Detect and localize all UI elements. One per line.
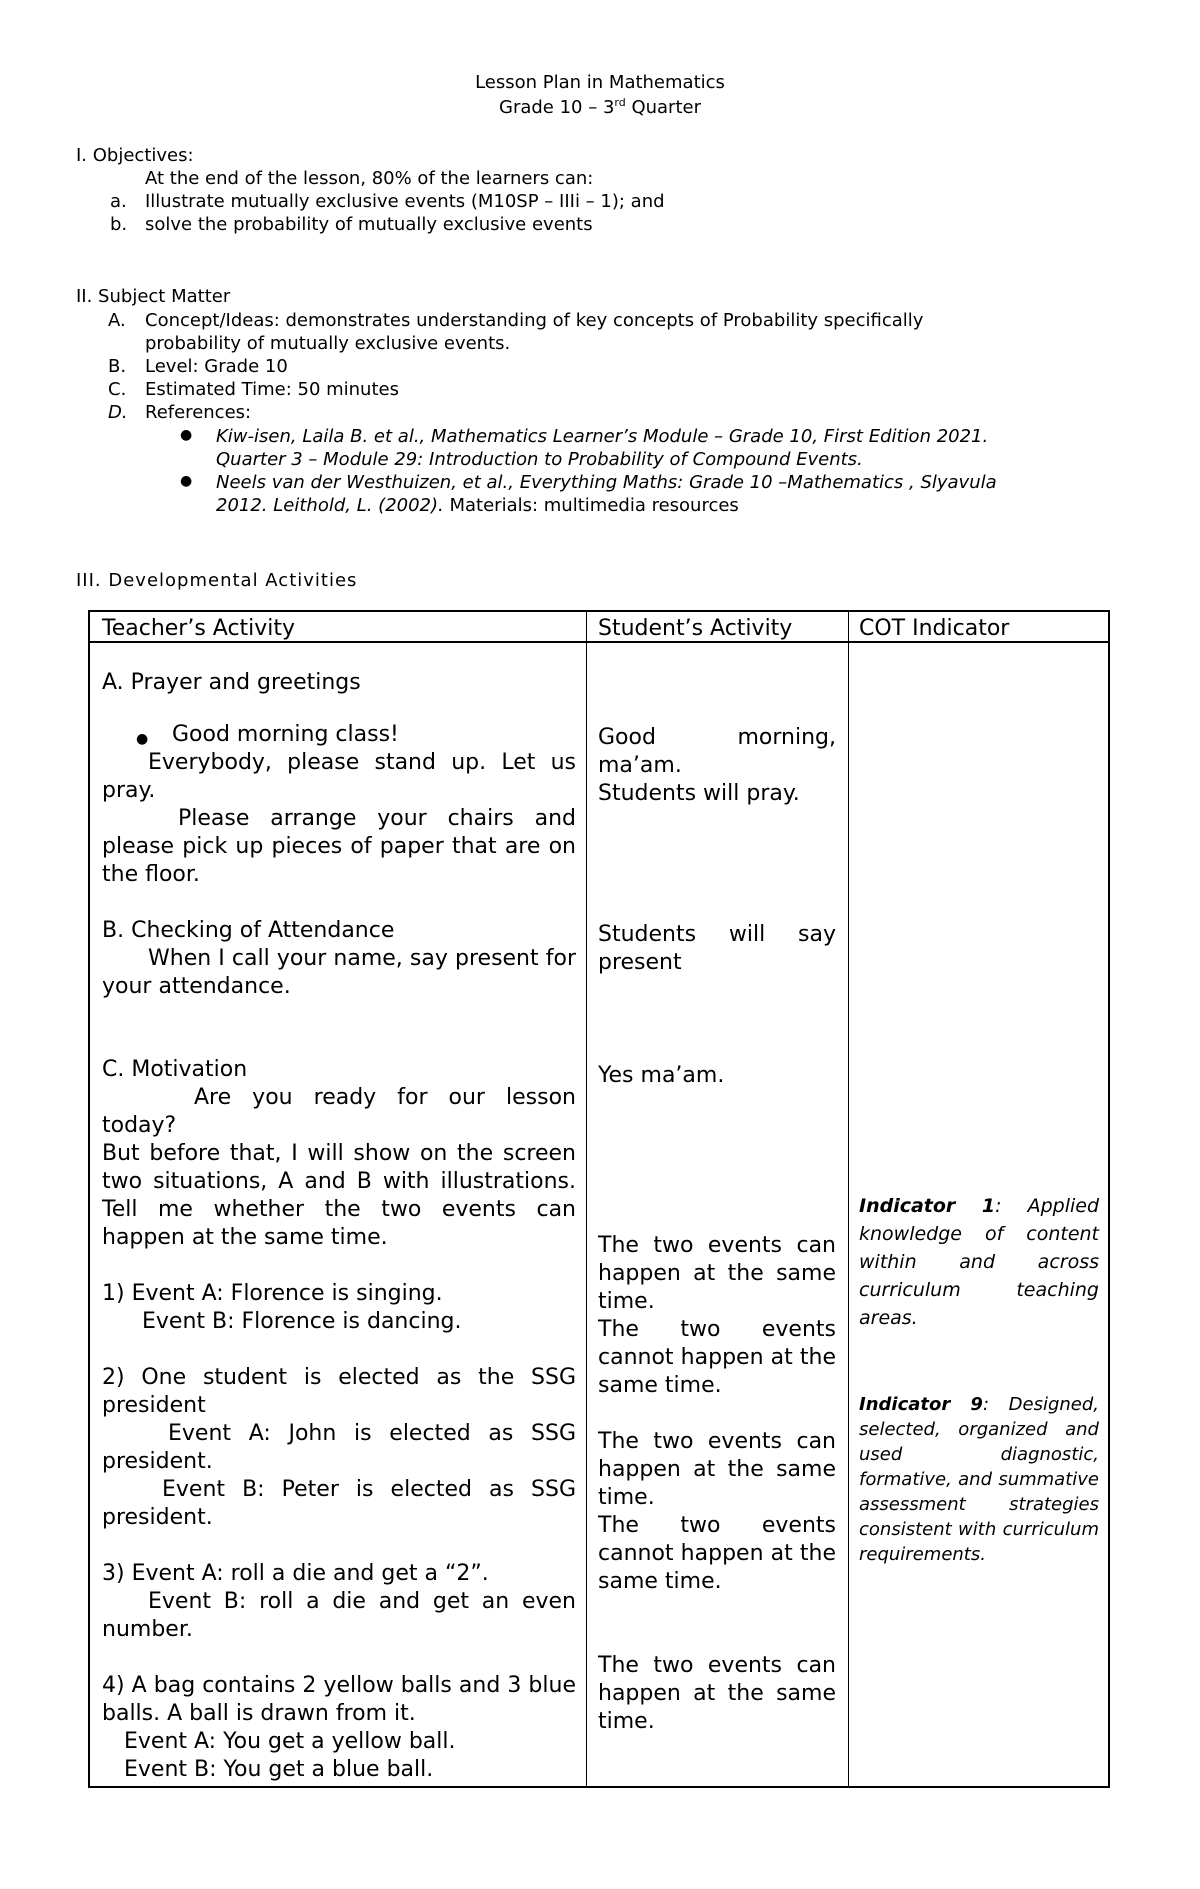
objective-marker-b: b.: [110, 214, 128, 235]
situation-3-event-a: 3) Event A: roll a die and get a “2”.: [102, 1561, 489, 1586]
subject-item-b: Level: Grade 10: [145, 356, 288, 377]
subject-marker-b: B.: [108, 356, 127, 377]
cot-indicator-1: Indicator 1: Applied knowledge of content within and across curriculum teaching areas.: [859, 1195, 1099, 1329]
student-answer-1: The two events can happen at the same time.: [598, 1233, 836, 1314]
objective-item-a: Illustrate mutually exclusive events (M10SP – IIIi – 1); and: [145, 191, 665, 212]
reference-2-line1: Neels van der Westhuizen, et al., Everything Maths: Grade 10 –Mathematics , Slyavula: [216, 472, 997, 493]
teacher-greeting: Good morning class!: [172, 722, 399, 747]
student-answer-3: The two events can happen at the same time.: [598, 1429, 836, 1510]
situation-1-event-b: Event B: Florence is dancing.: [142, 1309, 462, 1334]
situation-2-intro: 2) One student is elected as the SSG president: [102, 1365, 576, 1418]
student-answer-2: The two events cannot happen at the same time.: [598, 1317, 836, 1398]
document-title: Lesson Plan in Mathematics: [475, 72, 725, 93]
objectives-intro: At the end of the lesson, 80% of the learners can:: [145, 168, 594, 189]
activities-table: [88, 610, 1110, 1788]
student-greeting: Good morning, ma’am.: [598, 725, 836, 778]
objective-marker-a: a.: [110, 191, 127, 212]
subject-item-d: References:: [145, 402, 252, 423]
student-ready: Yes ma’am.: [598, 1063, 725, 1088]
situation-1-event-a: 1) Event A: Florence is singing.: [102, 1281, 443, 1306]
teacher-prayer-text: Everybody, please stand up. Let us pray.: [102, 750, 576, 803]
developmental-heading: III. Developmental Activities: [76, 570, 358, 591]
student-answer-4: The two events cannot happen at the same time.: [598, 1513, 836, 1594]
teacher-before-text: But before that, I will show on the screen two situations, A and B with illustrations. Tell me whether the two events can happen at the same time.: [102, 1141, 576, 1250]
reference-1-line2: Quarter 3 – Module 29: Introduction to Probability of Compound Events.: [216, 449, 863, 470]
objective-item-b: solve the probability of mutually exclusive events: [145, 214, 593, 235]
attendance-heading: B. Checking of Attendance: [102, 918, 395, 943]
subject-item-c: Estimated Time: 50 minutes: [145, 379, 399, 400]
reference-1-line1: Kiw-isen, Laila B. et al., Mathematics Learner’s Module – Grade 10, First Edition 2021.: [216, 426, 989, 447]
bullet-icon: ●: [136, 731, 149, 747]
subject-item-a-line1: Concept/Ideas: demonstrates understanding of key concepts of Probability specifically: [145, 310, 924, 331]
teacher-arrange-text: Please arrange your chairs and please pick up pieces of paper that are on the floor.: [102, 806, 576, 887]
column-divider: [848, 612, 849, 1786]
objectives-heading: I. Objectives:: [76, 145, 194, 166]
situation-3-event-b: Event B: roll a die and get an even number.: [102, 1589, 576, 1642]
document-subtitle: Grade 10 – 3rd Quarter: [499, 96, 701, 118]
column-header-cot: COT Indicator: [859, 616, 1010, 641]
subject-marker-d: D.: [108, 402, 128, 423]
column-divider: [586, 612, 587, 1786]
bullet-icon: ●: [180, 473, 193, 489]
bullet-icon: ●: [180, 427, 193, 443]
prayer-heading: A. Prayer and greetings: [102, 670, 361, 695]
student-pray: Students will pray.: [598, 781, 800, 806]
column-header-teacher: Teacher’s Activity: [102, 616, 296, 641]
cot-indicator-9: Indicator 9: Designed, selected, organized and used diagnostic, formative, and summative assessment strategies consistent with curriculum requirements.: [859, 1394, 1099, 1565]
teacher-attendance-text: When I call your name, say present for your attendance.: [102, 946, 576, 999]
subject-item-a-line2: probability of mutually exclusive events.: [145, 333, 511, 354]
subject-matter-heading: II. Subject Matter: [76, 286, 231, 307]
situation-4-event-b: Event B: You get a blue ball.: [124, 1757, 434, 1782]
situation-2-event-b: Event B: Peter is elected as SSG president.: [102, 1477, 576, 1530]
situation-4-event-a: Event A: You get a yellow ball.: [124, 1729, 456, 1754]
reference-2-line2: 2012. Leithold, L. (2002). Materials: multimedia resources: [216, 495, 739, 516]
student-present: Students will say present: [598, 922, 836, 975]
subject-marker-a: A.: [108, 310, 126, 331]
situation-4-intro: 4) A bag contains 2 yellow balls and 3 blue balls. A ball is drawn from it.: [102, 1673, 576, 1726]
situation-2-event-a: Event A: John is elected as SSG president.: [102, 1421, 576, 1474]
column-header-student: Student’s Activity: [598, 616, 793, 641]
subject-marker-c: C.: [108, 379, 127, 400]
teacher-ready-text: Are you ready for our lesson today?: [102, 1085, 576, 1138]
motivation-heading: C. Motivation: [102, 1057, 248, 1082]
student-answer-5: The two events can happen at the same time.: [598, 1653, 836, 1734]
